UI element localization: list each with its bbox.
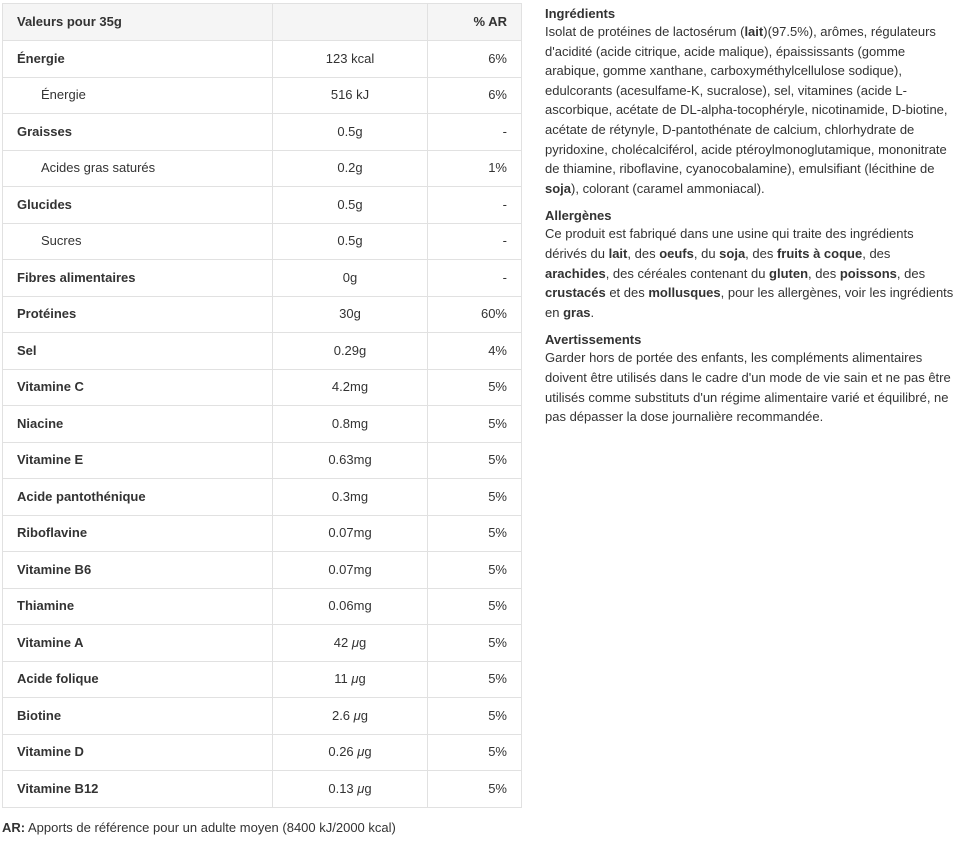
nutrient-value: 0.2g [273, 150, 428, 187]
allergen-highlight: soja [545, 180, 572, 196]
text-segment: , des [627, 245, 660, 261]
table-header [3, 4, 522, 41]
table-row [3, 406, 522, 443]
nutrient-ar: - [428, 187, 522, 224]
allergen-highlight: oeufs [659, 245, 694, 261]
text-segment: , des céréales contenant du [605, 265, 770, 281]
nutrient-value: 2.6 μg [273, 698, 428, 735]
text-segment: Isolat de protéines de lactosérum ( [545, 24, 745, 39]
nutrient-value: 123 kcal [273, 41, 428, 78]
nutrient-value: 0g [273, 260, 428, 297]
product-info-panel [545, 5, 955, 436]
table-row [3, 77, 522, 114]
nutrient-name: Glucides [3, 187, 273, 224]
table-header-row [3, 4, 522, 41]
section-title: Ingrédients [545, 6, 616, 21]
nutrient-name: Vitamine B12 [3, 771, 273, 808]
table-row [3, 333, 522, 370]
section-ingredients [545, 5, 955, 198]
nutrient-name: Sel [3, 333, 273, 370]
nutrient-ar: - [428, 223, 522, 260]
nutrient-ar: 5% [428, 479, 522, 516]
footnote-text: Apports de référence pour un adulte moyen (8400 kJ/2000 kcal) [25, 820, 396, 835]
allergen-highlight: lait [608, 245, 628, 261]
nutrient-name: Acides gras saturés [3, 150, 273, 187]
nutrient-ar: 60% [428, 296, 522, 333]
allergen-highlight: gluten [769, 265, 809, 281]
table-row [3, 369, 522, 406]
nutrient-name: Vitamine A [3, 625, 273, 662]
table-row [3, 41, 522, 78]
table-row [3, 296, 522, 333]
table-body [3, 41, 522, 808]
nutrient-name: Acide folique [3, 661, 273, 698]
table-row [3, 661, 522, 698]
table-row [3, 625, 522, 662]
text-segment: , des [896, 265, 926, 281]
footnote-label: AR: [2, 820, 26, 835]
micro-symbol: μ [357, 744, 365, 760]
text-segment: , du [693, 245, 720, 261]
section-title: Avertissements [545, 332, 642, 348]
nutrient-ar: 6% [428, 77, 522, 114]
nutrient-value: 0.06mg [273, 588, 428, 625]
table-row [3, 771, 522, 808]
allergen-highlight: poissons [839, 265, 897, 281]
header-serving-label: Valeurs pour 35g [3, 4, 273, 41]
nutrient-ar: 4% [428, 333, 522, 370]
nutrient-ar: 5% [428, 771, 522, 808]
nutrient-value: 30g [273, 296, 428, 333]
allergen-highlight: lait [744, 24, 764, 39]
table-row [3, 223, 522, 260]
nutrient-ar: 5% [428, 625, 522, 662]
text-segment: et des [605, 285, 649, 301]
table-row [3, 150, 522, 187]
nutrient-value: 0.8mg [273, 406, 428, 443]
table-row [3, 698, 522, 735]
table-row [3, 114, 522, 151]
nutrient-name: Vitamine D [3, 734, 273, 771]
text-segment: ), colorant (caramel ammoniacal). [571, 180, 765, 196]
allergen-highlight: fruits à coque [776, 245, 863, 261]
nutrient-ar: 5% [428, 406, 522, 443]
nutrient-name: Niacine [3, 406, 273, 443]
ar-footnote [2, 820, 396, 836]
nutrient-name: Acide pantothénique [3, 479, 273, 516]
micro-symbol: μ [351, 634, 359, 650]
nutrient-name: Graisses [3, 114, 273, 151]
text-segment: Ce produit est fabriqué dans une usine qui traite des ingrédients dérivés du [545, 226, 914, 261]
text-segment: Garder hors de portée des enfants, les compléments alimentaires doivent être utilisés dans le cadre d'un mode de vie sain et ne pas être utilisés comme substituts d'un régime alimentaire varié et équilibré, ne pas dépasser la dose journalière recommandée. [545, 350, 951, 425]
micro-symbol: μ [357, 780, 365, 796]
nutrient-value: 0.29g [273, 333, 428, 370]
nutrient-value: 0.5g [273, 114, 428, 151]
nutrient-value: 0.3mg [273, 479, 428, 516]
nutrient-ar: 1% [428, 150, 522, 187]
nutrient-value: 11 μg [273, 661, 428, 698]
header-value-label [273, 4, 428, 41]
nutrient-ar: - [428, 260, 522, 297]
nutrient-value: 0.13 μg [273, 771, 428, 808]
nutrient-name: Vitamine B6 [3, 552, 273, 589]
nutrient-ar: 5% [428, 588, 522, 625]
nutrient-name: Biotine [3, 698, 273, 735]
nutrient-name: Vitamine C [3, 369, 273, 406]
nutrient-ar: - [428, 114, 522, 151]
nutrient-ar: 5% [428, 698, 522, 735]
nutrient-name: Énergie [3, 41, 273, 78]
text-segment: , pour les allergènes, voir les ingrédients en [545, 285, 954, 320]
nutrient-value: 0.07mg [273, 515, 428, 552]
nutrient-ar: 5% [428, 369, 522, 406]
nutrient-name: Protéines [3, 296, 273, 333]
table-row [3, 260, 522, 297]
nutrient-value: 516 kJ [273, 77, 428, 114]
allergen-highlight: crustacés [545, 285, 606, 301]
nutrient-name: Riboflavine [3, 515, 273, 552]
text-segment: , des [808, 265, 840, 281]
nutrition-table [2, 3, 522, 808]
table-row [3, 588, 522, 625]
table-row [3, 187, 522, 224]
section-text [545, 224, 955, 322]
header-ar-label: % AR [428, 4, 522, 41]
nutrient-ar: 5% [428, 515, 522, 552]
allergen-highlight: arachides [545, 265, 606, 281]
section-avertissements [545, 331, 955, 426]
table-row [3, 552, 522, 589]
section-text [545, 348, 955, 426]
table-row [3, 734, 522, 771]
text-segment: )(97.5%), arômes, régulateurs d'acidité (acide citrique, acide malique), épaississants (gomme arabique, gomme xanthane, carboxyméthylcellulose sodique), edulcorants (acesulfame-K, sucralose), sel, vitamines (acide L-ascorbique, acétate de DL-alpha-tocophéryle, nicotinamide, D-biotine, acétate de rétynyle, D-pantothénate de calcium, chlorhydrate de pyridoxine, cholécalciférol, acide ptéroylmonoglutamique, mononitrate de thiamine, riboflavine, cyanocobalamine), emulsifiant (lécithine de [545, 24, 948, 177]
section-allergenes [545, 207, 955, 322]
nutrient-value: 0.63mg [273, 442, 428, 479]
micro-symbol: μ [353, 707, 361, 723]
micro-symbol: μ [351, 671, 359, 687]
table-row [3, 479, 522, 516]
nutrient-value: 0.07mg [273, 552, 428, 589]
nutrient-ar: 5% [428, 734, 522, 771]
nutrient-name: Vitamine E [3, 442, 273, 479]
nutrient-value: 0.5g [273, 187, 428, 224]
nutrient-name: Sucres [3, 223, 273, 260]
allergen-highlight: mollusques [648, 285, 721, 301]
text-segment: . [590, 304, 595, 320]
nutrient-ar: 5% [428, 552, 522, 589]
nutrient-ar: 5% [428, 661, 522, 698]
text-segment: , des [862, 245, 891, 261]
nutrient-value: 0.5g [273, 223, 428, 260]
nutrient-name: Énergie [3, 77, 273, 114]
nutrient-name: Fibres alimentaires [3, 260, 273, 297]
table-row [3, 442, 522, 479]
nutrient-ar: 5% [428, 442, 522, 479]
nutrient-value: 4.2mg [273, 369, 428, 406]
allergen-highlight: soja [719, 245, 746, 261]
allergen-highlight: gras [563, 304, 591, 320]
nutrient-ar: 6% [428, 41, 522, 78]
table-row [3, 515, 522, 552]
section-title: Allergènes [545, 208, 612, 224]
nutrient-value: 0.26 μg [273, 734, 428, 771]
section-text [545, 22, 955, 198]
text-segment: , des [745, 245, 777, 261]
nutrient-value: 42 μg [273, 625, 428, 662]
nutrient-name: Thiamine [3, 588, 273, 625]
